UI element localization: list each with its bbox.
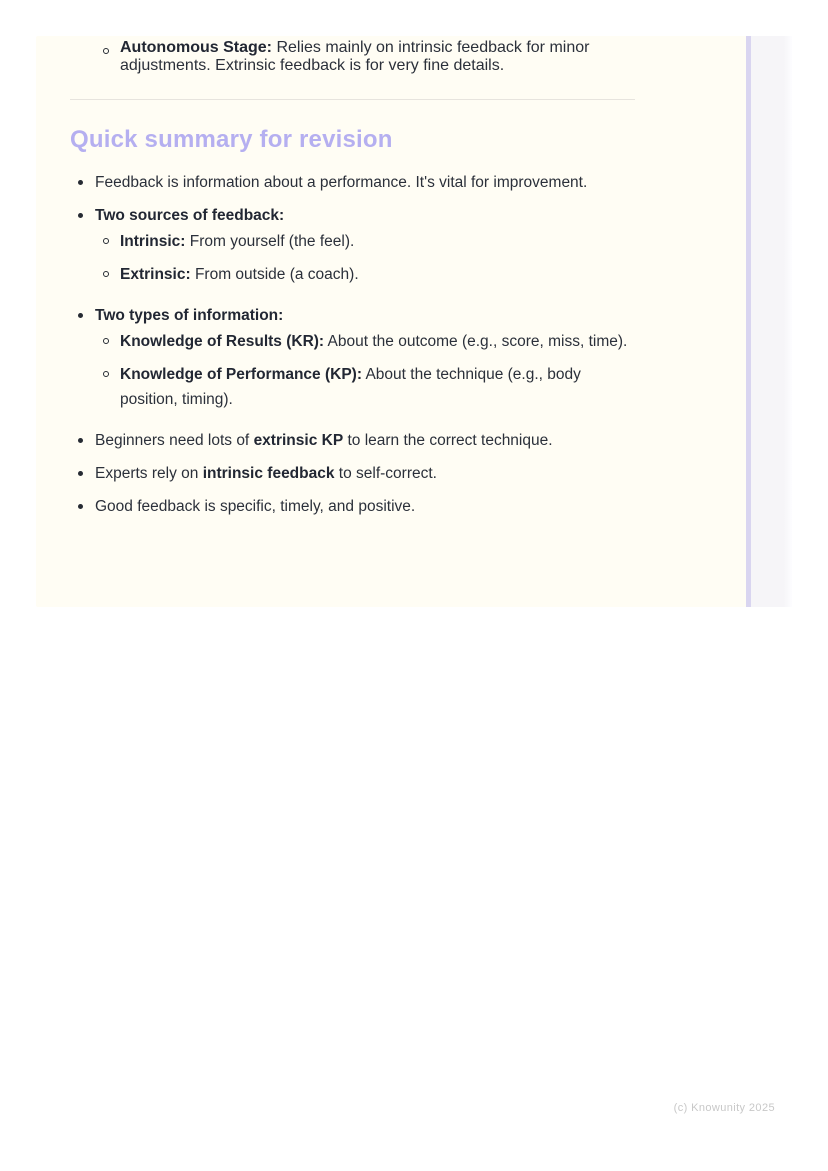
section-heading: Quick summary for revision [70,126,393,153]
adjacent-page-edge [751,36,792,607]
sources-sublist [95,229,635,287]
copyright-footer: (c) Knowunity 2025 [673,1102,775,1114]
list-item-extrinsic: Extrinsic: From outside (a coach). [95,262,635,287]
list-item-intrinsic: Intrinsic: From yourself (the feel). [95,229,635,254]
list-item-experts: Experts rely on intrinsic feedback to self-correct. [70,461,635,486]
types-sublist [95,329,635,412]
list-item-feedback-definition: Feedback is information about a performance. It's vital for improvement. [70,170,635,195]
document-page [36,36,748,607]
list-item-beginners: Beginners need lots of extrinsic KP to learn the correct technique. [70,428,635,453]
section-divider [70,99,635,100]
list-item-knowledge-of-performance: Knowledge of Performance (KP): About the technique (e.g., body position, timing). [95,362,635,412]
stages-list-continued [70,39,635,75]
list-item-autonomous-stage [95,39,635,75]
list-item-two-types: Two types of information: Knowledge of Results (KR): About the outcome (e.g., score, miss, time). Knowledge of Performance (KP): About the technique (e.g., body position, timing). [70,303,635,412]
page-content [36,36,635,519]
term-text: Relies mainly on intrinsic feedback for minor adjustments. Extrinsic feedback is for very fine details. [120,39,590,74]
list-item-two-sources: Two sources of feedback: Intrinsic: From yourself (the feel). Extrinsic: From outside (a coach). [70,203,635,287]
summary-list [70,170,635,519]
list-item-knowledge-of-results: Knowledge of Results (KR): About the outcome (e.g., score, miss, time). [95,329,635,354]
list-item-good-feedback: Good feedback is specific, timely, and positive. [70,494,635,519]
term-label: Autonomous Stage: [120,39,272,56]
